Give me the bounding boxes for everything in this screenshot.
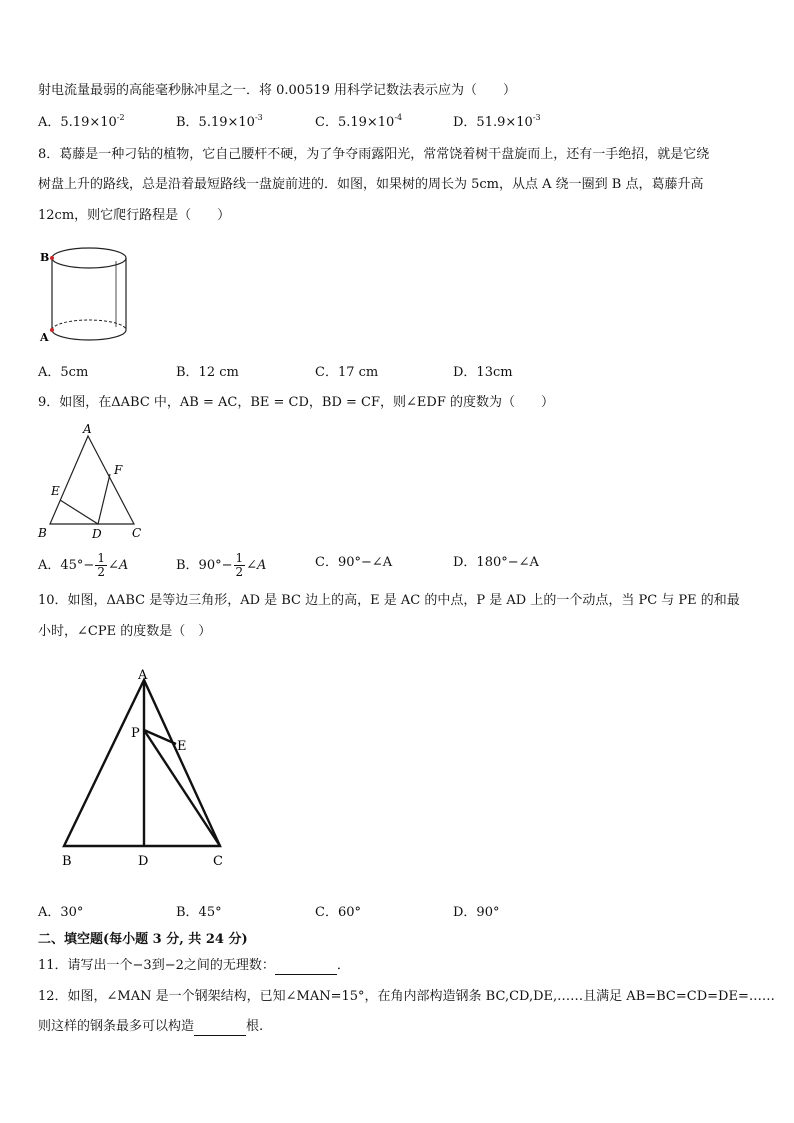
label-a: A [83,422,92,436]
label-b: B [62,854,72,869]
q9-option-c[interactable]: C．90°−∠A [315,555,393,570]
q12-stem-line2: 则这样的钢条最多可以构造 根. [38,1019,264,1034]
label-a: A [138,668,148,683]
q8-cylinder-figure [36,244,136,346]
label-a: A [40,331,49,344]
q11-answer-blank[interactable] [275,974,337,975]
q9-option-a[interactable]: A．45°− $\frac{1}{2}$ ∠A [38,551,129,579]
label-p: P [131,726,140,741]
q10-stem-line1: 10．如图，ΔABC 是等边三角形，AD 是 BC 边上的高，E 是 AC 的中点，P 是 AD 上的一个动点，当 PC 与 PE 的和最 [38,593,740,608]
label-d: D [138,854,149,869]
cylinder-top-ellipse [52,248,126,268]
label-c: C [213,854,223,869]
q10-stem-line2: 小时，∠CPE 的度数是（ ） [38,624,212,639]
q7-options [38,112,758,134]
q8-stem-line1: 8．葛藤是一种刁钻的植物，它自己腰杆不硬，为了争夺雨露阳光，常常饶着树干盘旋而上，还有一手绝招，就是它绕 [38,147,710,162]
q11-stem: 11．请写出一个−3到−2之间的无理数： ． [38,958,350,973]
q10-option-c[interactable]: C．60° [315,905,361,920]
q8-option-a[interactable]: A．5cm [38,365,89,380]
q9-options [38,552,758,578]
q9-option-b[interactable]: B．90°− $\frac{1}{2}$ ∠A [176,551,267,579]
triangle-abc [50,436,134,524]
q9-stem: 9．如图，在ΔABC 中，AB = AC，BE = CD，BD = CF，则∠EDF 的度数为（ ） [38,395,554,410]
q10-options [38,902,758,924]
q7-stem: 射电流量最弱的高能毫秒脉冲星之一．将 0.00519 用科学记数法表示应为（ ） [38,83,517,98]
cylinder-bottom-front [52,330,126,340]
label-b: B [38,526,47,540]
q8-stem-line3: 12cm，则它爬行路程是（ ） [38,208,231,223]
section-title-fill-in: 二、填空题(每小题 3 分, 共 24 分) [38,932,248,947]
q10-triangle-figure [56,664,236,874]
q9-option-d[interactable]: D．180°−∠A [453,555,539,570]
q8-option-d[interactable]: D．13cm [453,365,513,380]
label-e: E [51,484,60,498]
label-f: F [114,463,123,477]
point-a-marker [50,328,54,332]
q12-stem-line1: 12．如图，∠MAN 是一个钢架结构，已知∠MAN=15°，在角内部构造钢条 BC,CD,DE,……且满足 AB=BC=CD=DE=…… [38,989,775,1004]
q12-answer-blank[interactable] [194,1035,246,1036]
q8-option-c[interactable]: C．17 cm [315,365,379,380]
fraction-half: $\frac{1}{2}$ [235,551,244,579]
q7-option-d[interactable]: D．$51.9\times 10^{-3}$ [453,113,541,130]
q9-triangle-figure [36,420,146,544]
q8-stem-line2: 树盘上升的路线，总是沿着最短路线一盘旋前进的．如图，如果树的周长为 5cm，从点 A 绕一圈到 B 点，葛藤升高 [38,177,704,192]
label-d: D [92,527,102,541]
q8-option-b[interactable]: B．12 cm [176,365,239,380]
label-c: C [132,526,142,540]
cylinder-bottom-back [52,320,126,330]
q7-option-a[interactable]: A．$5.19\times 10^{-2}$ [38,113,125,130]
q10-option-d[interactable]: D．90° [453,905,500,920]
point-b-marker [50,256,54,260]
equilateral-triangle-abc [64,680,220,846]
q10-option-a[interactable]: A．30° [38,905,84,920]
q7-option-b[interactable]: B．$5.19\times 10^{-3}$ [176,113,263,130]
q10-option-b[interactable]: B．45° [176,905,222,920]
label-b: B [40,251,50,264]
segments-ed-df [60,474,110,524]
label-e: E [177,739,187,754]
q7-option-c[interactable]: C．$5.19\times 10^{-4}$ [315,113,403,130]
q8-options [38,362,758,384]
fraction-half: $\frac{1}{2}$ [97,551,105,579]
